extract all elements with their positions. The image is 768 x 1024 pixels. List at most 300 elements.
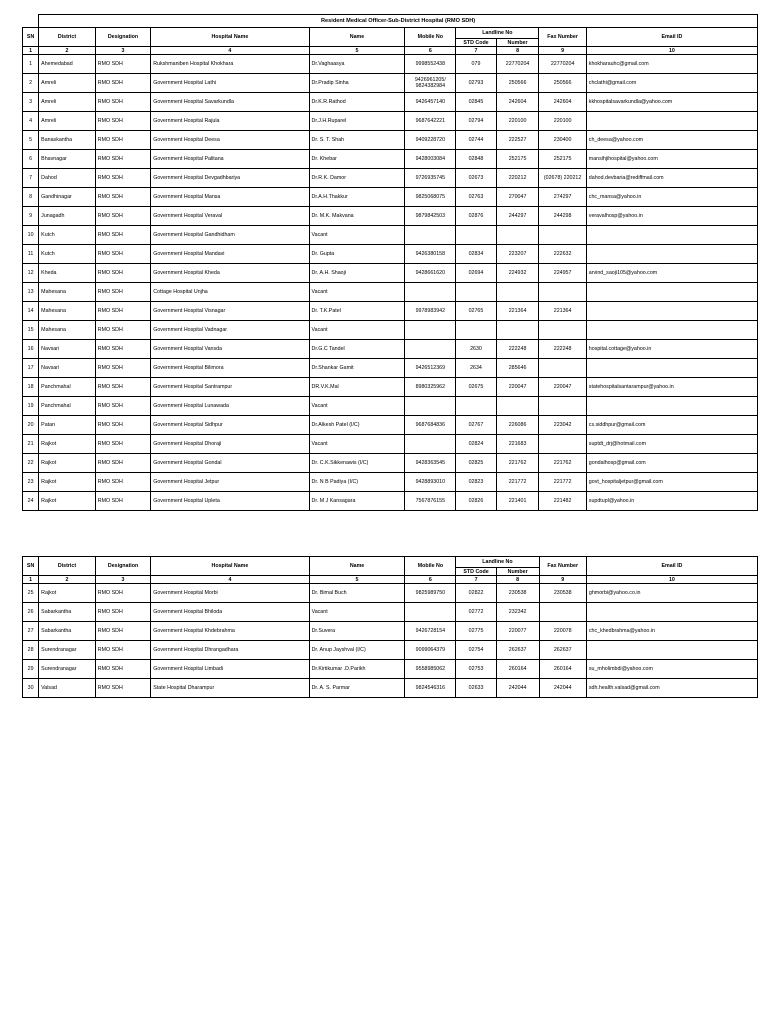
cell-name: Dr.J.H.Ruparel (309, 112, 405, 131)
cell-email: ch_deesa@yahoo.com (586, 131, 757, 150)
cell-name: Dr.Alkesh Patel (I/C) (309, 416, 405, 435)
cell-designation: RMO SDH (95, 112, 150, 131)
column-number: 6 (405, 576, 456, 584)
cell-designation: RMO SDH (95, 660, 150, 679)
cell-email: veravalhosp@yahoo.in (586, 207, 757, 226)
cell-district: Panchmahal (39, 397, 96, 416)
cell-designation: RMO SDH (95, 622, 150, 641)
cell-number: 232342 (496, 603, 539, 622)
cell-hospital-name: Government Hospital Palitana (151, 150, 309, 169)
table-row (23, 454, 758, 473)
cell-hospital-name: Government Hospital Savarkundla (151, 93, 309, 112)
cell-fax (539, 397, 586, 416)
cell-email: govt_hospitaljetpur@gmail.com (586, 473, 757, 492)
cell-fax (539, 283, 586, 302)
cell-name: Vacant (309, 603, 405, 622)
table-row (23, 207, 758, 226)
cell-name: Dr. M.K. Makvana (309, 207, 405, 226)
cell-name: Dr.G.C Tandel (309, 340, 405, 359)
cell-std-code: 02763 (456, 188, 496, 207)
cell-mobile: 9824546316 (405, 679, 456, 698)
cell-mobile: 9426961205/ 9824382984 (405, 74, 456, 93)
cell-email: sdh.health.valsad@gmail.com (586, 679, 757, 698)
cell-std-code: 02633 (456, 679, 496, 698)
cell-district: Sabarkantha (39, 622, 96, 641)
cell-mobile: 9426728154 (405, 622, 456, 641)
cell-email: gondalhosp@gmail.com (586, 454, 757, 473)
cell-std-code: 02775 (456, 622, 496, 641)
cell-number: 22770204 (496, 55, 539, 74)
cell-district: Banaskantha (39, 131, 96, 150)
cell-mobile: 9428661620 (405, 264, 456, 283)
column-number: 4 (151, 47, 309, 55)
cell-sn: 16 (23, 340, 39, 359)
cell-name: Dr.Suvera (309, 622, 405, 641)
cell-hospital-name: Government Hospital Santrampur (151, 378, 309, 397)
cell-fax: 262637 (539, 641, 586, 660)
column-number: 8 (496, 576, 539, 584)
cell-sn: 11 (23, 245, 39, 264)
table-row (23, 435, 758, 454)
cell-hospital-name: Government Hospital Vadnagar (151, 321, 309, 340)
cell-sn: 6 (23, 150, 39, 169)
cell-std-code: 02848 (456, 150, 496, 169)
cell-district: Patan (39, 416, 96, 435)
cell-hospital-name: Government Hospital Rajula (151, 112, 309, 131)
cell-mobile: 9428893010 (405, 473, 456, 492)
cell-district: Kheda (39, 264, 96, 283)
header-designation: Designation (95, 28, 150, 47)
table-title: Resident Medical Officer-Sub-District Hospital (RMO SDH) (39, 15, 758, 28)
cell-hospital-name: Government Hospital Veraval (151, 207, 309, 226)
cell-number: 221762 (496, 454, 539, 473)
cell-designation: RMO SDH (95, 131, 150, 150)
cell-hospital-name: Government Hospital Bhiloda (151, 603, 309, 622)
cell-designation: RMO SDH (95, 207, 150, 226)
cell-fax: 221762 (539, 454, 586, 473)
cell-designation: RMO SDH (95, 169, 150, 188)
cell-fax (539, 603, 586, 622)
cell-district: Rajkot (39, 584, 96, 603)
cell-hospital-name: Government Hospital Deesa (151, 131, 309, 150)
cell-email (586, 641, 757, 660)
cell-name: DR.V.K.Mal (309, 378, 405, 397)
column-number: 9 (539, 576, 586, 584)
table-row (23, 188, 758, 207)
cell-sn: 30 (23, 679, 39, 698)
cell-mobile (405, 321, 456, 340)
cell-email (586, 359, 757, 378)
cell-designation: RMO SDH (95, 359, 150, 378)
cell-hospital-name: Government Hospital Khdebrahma (151, 622, 309, 641)
cell-mobile: 9825068075 (405, 188, 456, 207)
table-row (23, 416, 758, 435)
header-number: Number (496, 568, 539, 576)
column-number: 5 (309, 47, 405, 55)
cell-designation: RMO SDH (95, 321, 150, 340)
cell-fax (539, 226, 586, 245)
table-row (23, 264, 758, 283)
cell-fax: 222248 (539, 340, 586, 359)
cell-mobile: 9426457140 (405, 93, 456, 112)
cell-hospital-name: Government Hospital Lunawada (151, 397, 309, 416)
cell-email: cs.siddhpur@gmail.com (586, 416, 757, 435)
table-row (23, 359, 758, 378)
cell-designation: RMO SDH (95, 340, 150, 359)
cell-designation: RMO SDH (95, 302, 150, 321)
table-row (23, 340, 758, 359)
cell-fax: (02678) 220212 (539, 169, 586, 188)
table-row (23, 302, 758, 321)
cell-fax: 250566 (539, 74, 586, 93)
cell-number: 221364 (496, 302, 539, 321)
cell-sn: 21 (23, 435, 39, 454)
cell-number: 220077 (496, 622, 539, 641)
header-hospital-name: Hospital Name (151, 28, 309, 47)
table-row (23, 603, 758, 622)
cell-std-code: 02673 (456, 169, 496, 188)
column-number: 4 (151, 576, 309, 584)
cell-email: arvind_saoji105@yahoo.com (586, 264, 757, 283)
cell-hospital-name: Government Hospital Visnagar (151, 302, 309, 321)
cell-name: Vacant (309, 321, 405, 340)
cell-mobile (405, 397, 456, 416)
cell-district: Navsari (39, 359, 96, 378)
header-std-code: STD Code (456, 568, 496, 576)
cell-fax: 274297 (539, 188, 586, 207)
cell-email (586, 283, 757, 302)
column-number: 7 (456, 576, 496, 584)
cell-number: 223207 (496, 245, 539, 264)
cell-fax: 244298 (539, 207, 586, 226)
cell-std-code: 02845 (456, 93, 496, 112)
cell-std-code: 02765 (456, 302, 496, 321)
cell-mobile (405, 603, 456, 622)
cell-email (586, 112, 757, 131)
header-landline: Landline No (456, 557, 539, 568)
column-number: 1 (23, 576, 39, 584)
table-row (23, 473, 758, 492)
cell-district: Ahemedabad (39, 55, 96, 74)
cell-mobile: 9409228720 (405, 131, 456, 150)
cell-sn: 26 (23, 603, 39, 622)
cell-mobile (405, 226, 456, 245)
cell-fax: 230400 (539, 131, 586, 150)
cell-hospital-name: Government Hospital Gandhidham (151, 226, 309, 245)
cell-fax: 260164 (539, 660, 586, 679)
cell-email: chclathi@gmail.com (586, 74, 757, 93)
cell-district: Amreli (39, 74, 96, 93)
cell-fax: 224957 (539, 264, 586, 283)
cell-district: Rajkot (39, 454, 96, 473)
table-body (23, 55, 758, 511)
cell-designation: RMO SDH (95, 74, 150, 93)
header-fax: Fax Number (539, 28, 586, 47)
cell-hospital-name: Government Hospital Vansda (151, 340, 309, 359)
cell-sn: 22 (23, 454, 39, 473)
header-email: Email ID (586, 557, 757, 576)
cell-fax (539, 321, 586, 340)
cell-district: Mahesana (39, 302, 96, 321)
cell-mobile: 9879842503 (405, 207, 456, 226)
table-row (23, 112, 758, 131)
cell-mobile: 7567876155 (405, 492, 456, 511)
cell-mobile: 9558985062 (405, 660, 456, 679)
cell-number: 242604 (496, 93, 539, 112)
cell-designation: RMO SDH (95, 397, 150, 416)
cell-std-code: 02825 (456, 454, 496, 473)
cell-email: ghmorbi@yahoo.co.in (586, 584, 757, 603)
table-row (23, 150, 758, 169)
cell-district: Amreli (39, 93, 96, 112)
cell-district: Kutch (39, 245, 96, 264)
cell-name: Dr. A. S. Parmar (309, 679, 405, 698)
cell-number: 270047 (496, 188, 539, 207)
cell-std-code (456, 283, 496, 302)
cell-name: Dr. S. T. Shah (309, 131, 405, 150)
column-number: 1 (23, 47, 39, 55)
table-row (23, 93, 758, 112)
cell-number: 262637 (496, 641, 539, 660)
cell-number: 226086 (496, 416, 539, 435)
cell-std-code: 02822 (456, 584, 496, 603)
cell-designation: RMO SDH (95, 584, 150, 603)
cell-sn: 19 (23, 397, 39, 416)
cell-district: Surendranagar (39, 660, 96, 679)
cell-name: Vacant (309, 435, 405, 454)
cell-std-code: 02772 (456, 603, 496, 622)
header-name: Name (309, 28, 405, 47)
cell-sn: 1 (23, 55, 39, 74)
cell-sn: 12 (23, 264, 39, 283)
cell-sn: 10 (23, 226, 39, 245)
cell-hospital-name: Government Hospital Lathi (151, 74, 309, 93)
cell-number: 221401 (496, 492, 539, 511)
cell-designation: RMO SDH (95, 603, 150, 622)
rmo-sdh-table-continued (22, 556, 758, 698)
cell-name: Vacant (309, 226, 405, 245)
cell-designation: RMO SDH (95, 473, 150, 492)
header-district: District (39, 28, 96, 47)
table-row (23, 622, 758, 641)
cell-fax: 220047 (539, 378, 586, 397)
cell-name: Vacant (309, 397, 405, 416)
cell-sn: 23 (23, 473, 39, 492)
cell-std-code (456, 397, 496, 416)
cell-fax: 242604 (539, 93, 586, 112)
cell-hospital-name: Government Hospital Morbi (151, 584, 309, 603)
cell-hospital-name: Government Hospital Dhrangadhara (151, 641, 309, 660)
cell-std-code (456, 321, 496, 340)
column-number: 3 (95, 47, 150, 55)
cell-email: su_mholimbdi@yahoo.com (586, 660, 757, 679)
cell-name: Dr. Bimal Buch (309, 584, 405, 603)
cell-mobile (405, 435, 456, 454)
table-row (23, 397, 758, 416)
cell-district: Gandhinagar (39, 188, 96, 207)
cell-mobile: 9825989750 (405, 584, 456, 603)
cell-name: Dr.R.K. Damor (309, 169, 405, 188)
cell-designation: RMO SDH (95, 245, 150, 264)
cell-std-code: 02826 (456, 492, 496, 511)
cell-designation: RMO SDH (95, 435, 150, 454)
cell-designation: RMO SDH (95, 93, 150, 112)
cell-mobile: 9426380158 (405, 245, 456, 264)
cell-name: Dr.A.H.Thakkur (309, 188, 405, 207)
header-sn: SN (23, 557, 39, 576)
column-number: 2 (39, 47, 96, 55)
cell-designation: RMO SDH (95, 150, 150, 169)
cell-hospital-name: Cottage Hospital Unjha (151, 283, 309, 302)
cell-name: Dr.K.R.Rathod (309, 93, 405, 112)
cell-name: Dr. Gupta (309, 245, 405, 264)
cell-district: Mahesana (39, 321, 96, 340)
cell-fax: 220078 (539, 622, 586, 641)
cell-sn: 2 (23, 74, 39, 93)
cell-email (586, 302, 757, 321)
cell-designation: RMO SDH (95, 55, 150, 74)
cell-mobile: 9428363545 (405, 454, 456, 473)
cell-district: Panchmahal (39, 378, 96, 397)
cell-hospital-name: Government Hospital Jetpur (151, 473, 309, 492)
cell-number: 222248 (496, 340, 539, 359)
cell-std-code: 02754 (456, 641, 496, 660)
table-row (23, 492, 758, 511)
column-number: 9 (539, 47, 586, 55)
cell-fax: 242044 (539, 679, 586, 698)
header-name: Name (309, 557, 405, 576)
cell-district: Rajkot (39, 492, 96, 511)
cell-mobile: 9687684836 (405, 416, 456, 435)
cell-sn: 13 (23, 283, 39, 302)
cell-fax: 221772 (539, 473, 586, 492)
table-row (23, 245, 758, 264)
cell-mobile: 8980325962 (405, 378, 456, 397)
cell-number: 221772 (496, 473, 539, 492)
cell-name: Dr. C.K.Sikkenawis (I/C) (309, 454, 405, 473)
cell-designation: RMO SDH (95, 283, 150, 302)
cell-name: Dr. T.K.Patel (309, 302, 405, 321)
cell-fax: 22770204 (539, 55, 586, 74)
cell-email: suptdt_drj@hotmail.com (586, 435, 757, 454)
cell-sn: 29 (23, 660, 39, 679)
cell-email: dahod.devbaria@rediffmail.com (586, 169, 757, 188)
cell-hospital-name: Government Hospital Bilimora (151, 359, 309, 378)
cell-email: chc_mansa@yahoo.in (586, 188, 757, 207)
header-district: District (39, 557, 96, 576)
cell-number (496, 321, 539, 340)
cell-fax: 222632 (539, 245, 586, 264)
cell-number: 244297 (496, 207, 539, 226)
cell-sn: 14 (23, 302, 39, 321)
cell-district: Rajkot (39, 473, 96, 492)
cell-std-code: 02744 (456, 131, 496, 150)
cell-number (496, 226, 539, 245)
cell-sn: 27 (23, 622, 39, 641)
cell-district: Mahesana (39, 283, 96, 302)
header-mobile: Mobile No (405, 557, 456, 576)
cell-number (496, 397, 539, 416)
cell-designation: RMO SDH (95, 378, 150, 397)
cell-number: 224932 (496, 264, 539, 283)
cell-designation: RMO SDH (95, 264, 150, 283)
cell-name: Dr. N B Padiya (I/C) (309, 473, 405, 492)
cell-mobile: 9099064379 (405, 641, 456, 660)
column-number: 10 (586, 47, 757, 55)
cell-email (586, 245, 757, 264)
cell-district: Kutch (39, 226, 96, 245)
cell-hospital-name: Government Hospital Upleta (151, 492, 309, 511)
cell-std-code: 02675 (456, 378, 496, 397)
table-body (23, 584, 758, 698)
cell-number: 242044 (496, 679, 539, 698)
cell-sn: 8 (23, 188, 39, 207)
cell-fax: 221482 (539, 492, 586, 511)
cell-hospital-name: Government Hospital Mandavi (151, 245, 309, 264)
cell-fax (539, 435, 586, 454)
table-row (23, 169, 758, 188)
cell-district: Navsari (39, 340, 96, 359)
cell-fax (539, 359, 586, 378)
cell-sn: 4 (23, 112, 39, 131)
table-row (23, 74, 758, 93)
cell-mobile (405, 340, 456, 359)
cell-hospital-name: State Hospital Dharampur (151, 679, 309, 698)
cell-mobile: 9426512369 (405, 359, 456, 378)
table-row (23, 679, 758, 698)
cell-std-code: 02694 (456, 264, 496, 283)
cell-mobile (405, 283, 456, 302)
cell-hospital-name: Government Hospital Mansa (151, 188, 309, 207)
cell-mobile: 9687642221 (405, 112, 456, 131)
cell-fax: 230538 (539, 584, 586, 603)
cell-name: Dr.Shankar Gamit (309, 359, 405, 378)
table-row (23, 660, 758, 679)
cell-sn: 20 (23, 416, 39, 435)
header-landline: Landline No (456, 28, 539, 39)
cell-number: 221683 (496, 435, 539, 454)
cell-mobile: 9978983942 (405, 302, 456, 321)
cell-std-code: 02823 (456, 473, 496, 492)
cell-std-code: 079 (456, 55, 496, 74)
table-row (23, 226, 758, 245)
cell-hospital-name: Government Hospital Devgadhbariya (151, 169, 309, 188)
cell-std-code: 02794 (456, 112, 496, 131)
cell-name: Dr. Khebar (309, 150, 405, 169)
cell-hospital-name: Government Hospital Gondal (151, 454, 309, 473)
cell-hospital-name: Government Hospital Kheda (151, 264, 309, 283)
cell-name: Dr. A.H. Shaoji (309, 264, 405, 283)
table-row (23, 641, 758, 660)
cell-email (586, 226, 757, 245)
cell-fax: 220100 (539, 112, 586, 131)
cell-designation: RMO SDH (95, 679, 150, 698)
column-number: 7 (456, 47, 496, 55)
cell-number (496, 283, 539, 302)
cell-number: 250566 (496, 74, 539, 93)
cell-fax: 252175 (539, 150, 586, 169)
cell-designation: RMO SDH (95, 416, 150, 435)
header-number: Number (496, 39, 539, 47)
header-email: Email ID (586, 28, 757, 47)
cell-district: Valsad (39, 679, 96, 698)
cell-sn: 9 (23, 207, 39, 226)
header-hospital-name: Hospital Name (151, 557, 309, 576)
cell-email (586, 397, 757, 416)
table-row (23, 131, 758, 150)
cell-name: Vacant (309, 283, 405, 302)
column-number: 5 (309, 576, 405, 584)
